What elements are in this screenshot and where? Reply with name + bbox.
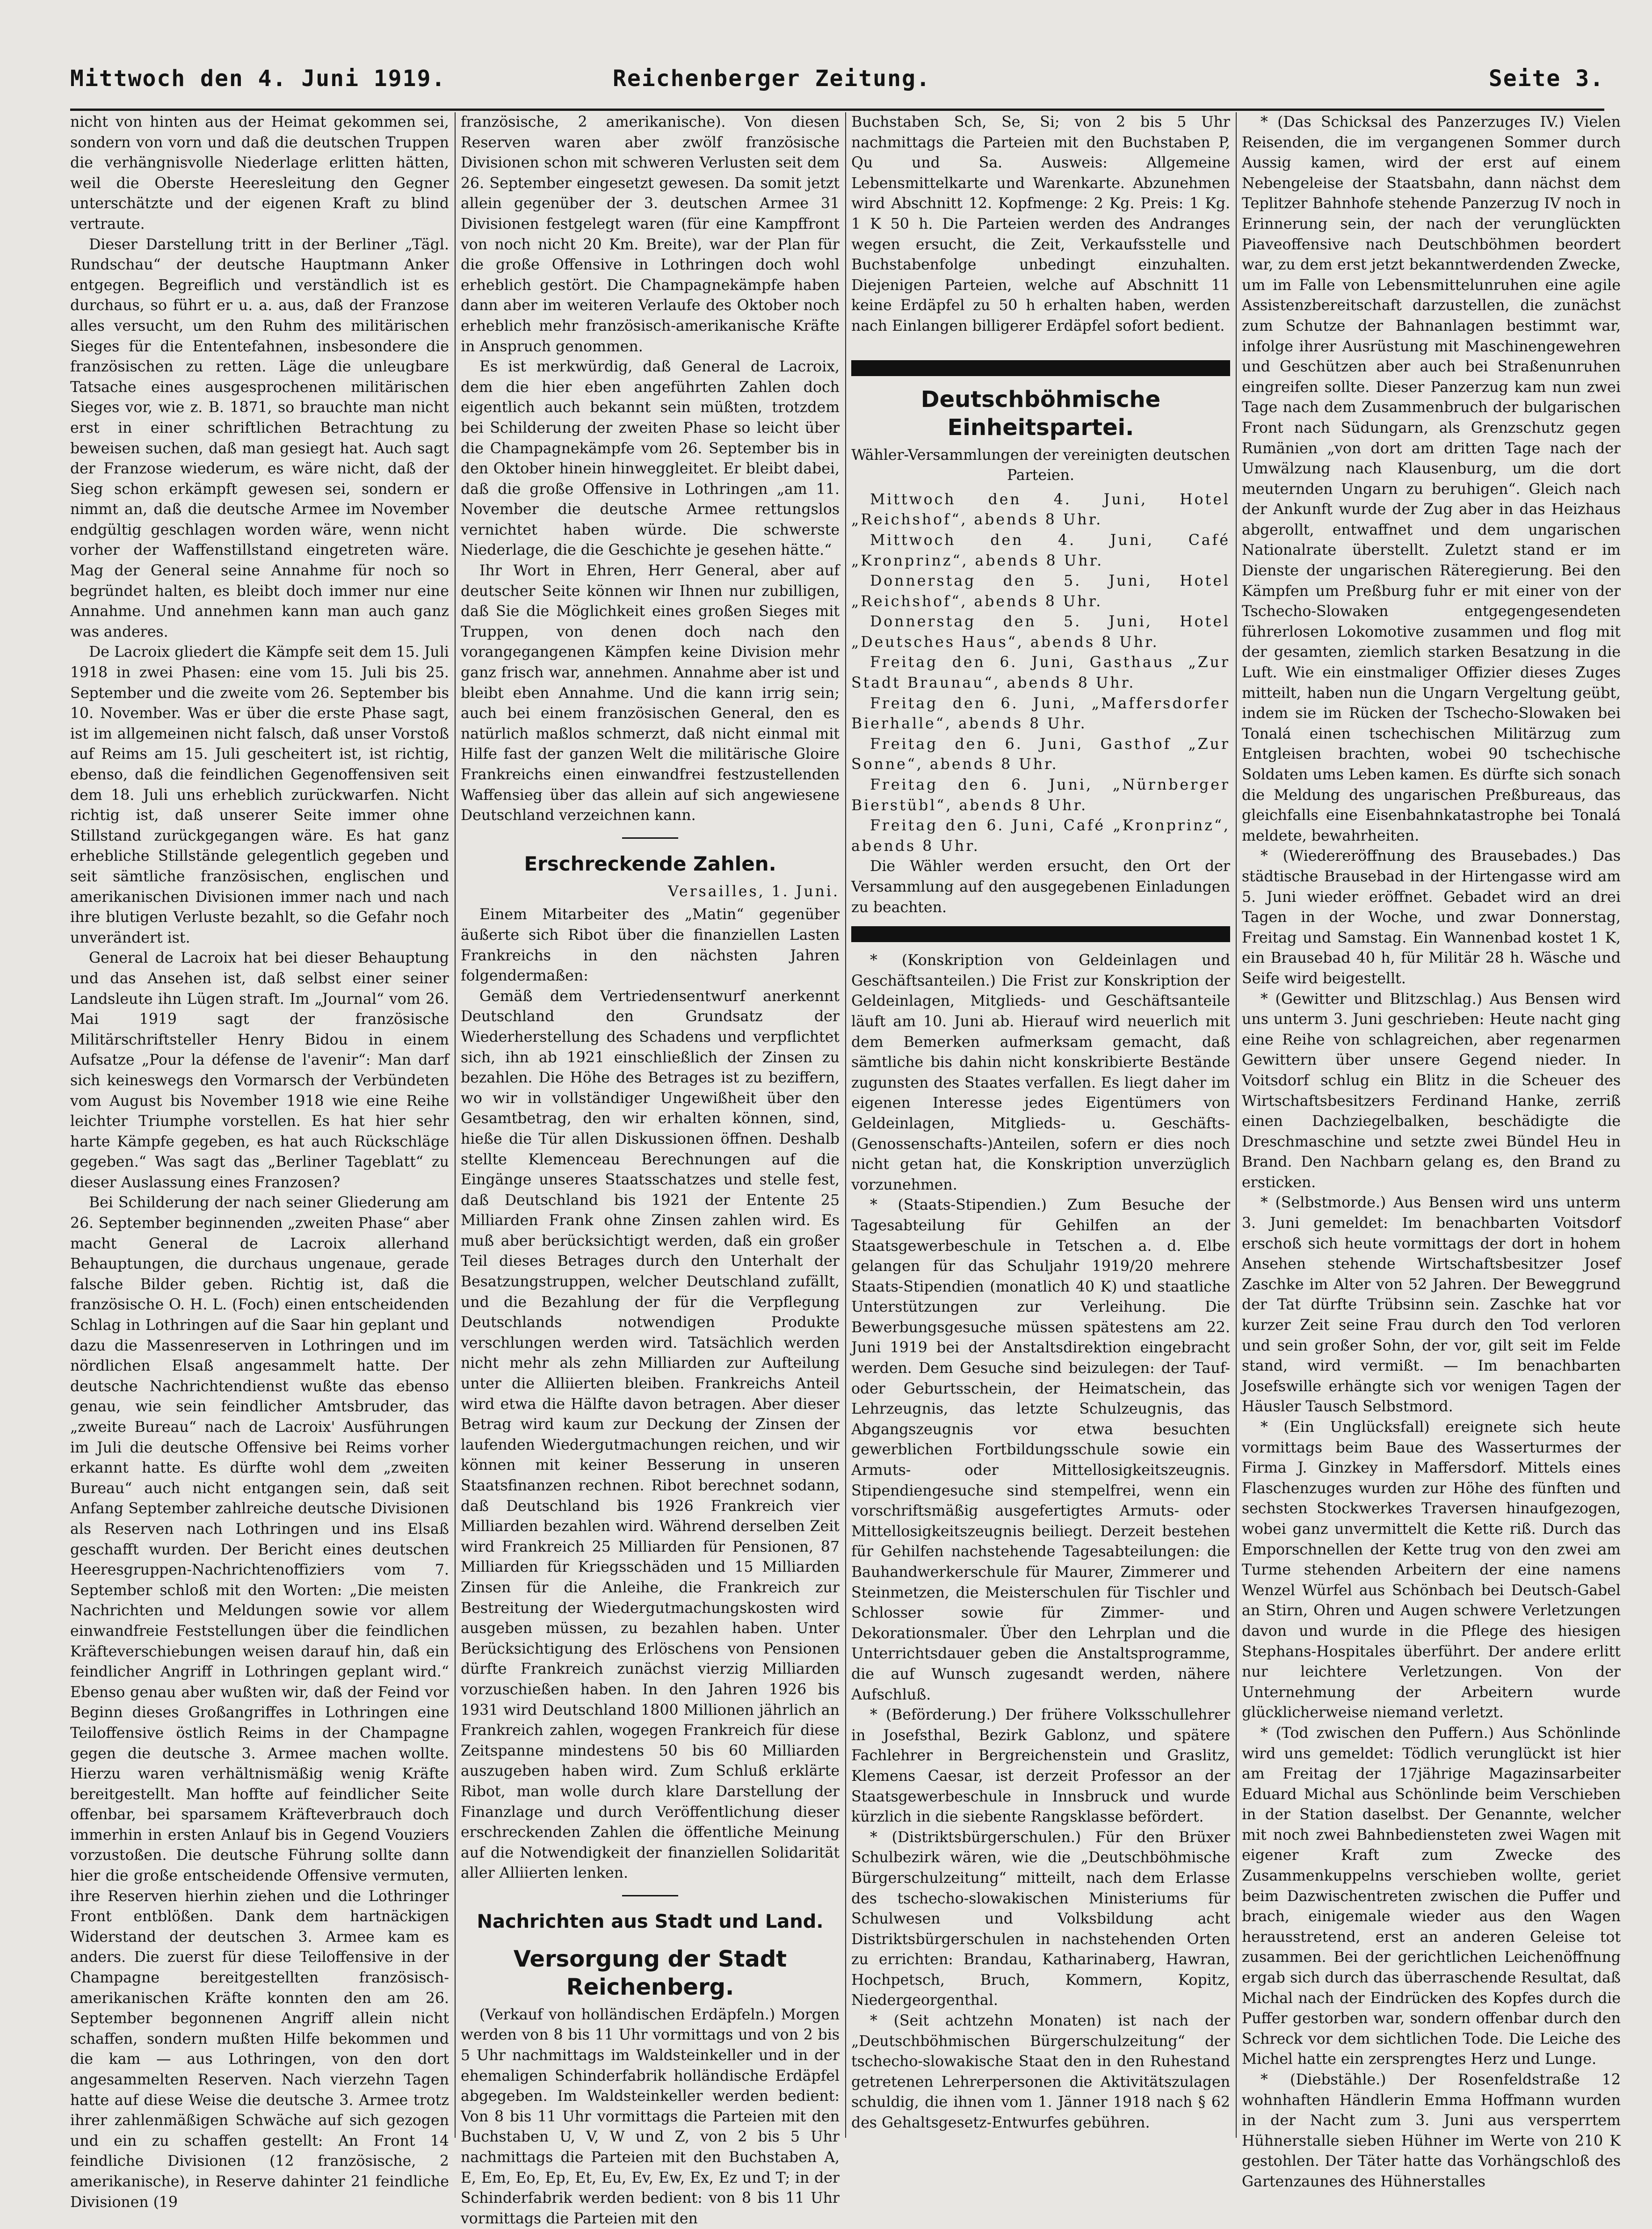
article-paragraph: französische, 2 amerikanische). Von diesen Reserven waren aber zwölf französische Divisionen schon mit schweren Verlusten seit dem 26. September eingesetzt gewesen. Da somit jetzt allein gegenüber der 3. deutschen Armee 31 Divisionen festgelegt waren (für eine Kampffront von noch nicht 20 Km. Breite), war der Plan für die große Offensive in Lothringen doch wohl erheblich gestört. Die Champagnekämpfe haben dann aber im weiteren Verlaufe des Oktober noch erheblich mehr französisch-amerikanische Kräfte in Anspruch genommen. [461, 114, 840, 355]
issue-date: Mittwoch den 4. Juni 1919. [70, 65, 446, 92]
news-item: * (Ein Unglücksfall) ereignete sich heute vormittags beim Baue des Wasserturmes der Firma J. Ginzkey in Maffersdorf. Mittels eines Flaschenzuges wurden zur Höhe des fünften und sechsten Stockwerkes Traversen hinaufgezogen, wobei ganz unvermittelt die Kette riß. Durch das Emporschnellen der Kette trug von den zwei am Turme stehenden Arbeitern der eine namens Wenzel Würfel aus Schönbach bei Deutsch-Gabel an Stirn, Ohren und Augen schwere Verletzungen davon und wurde in die Pflege des hiesigen Stephans-Hospitales überführt. Der andere erlitt nur leichtere Verletzungen. Von der Unternehmung der Arbeitern wurde glücklicherweise niemand verletzt. [1242, 1419, 1621, 1721]
column-1 [70, 112, 449, 2211]
article-paragraph: nicht von hinten aus der Heimat gekommen sei, sondern von vorn und daß die deutschen Truppen die verhängnisvolle Niederlage erlitten hätten, weil die Oberste Heeresleitung den Gegner unterschätzte und der eigenen Kraft zu blind vertraute. [70, 114, 449, 232]
article-paragraph: Bei Schilderung der nach seiner Gliederung am 26. September beginnenden „zweiten Phase“ aber macht General de Lacroix allerhand Behauptungen, die durchaus ungenaue, gerade falsche Bilder geben. Richtig ist, daß die französische O. H. L. (Foch) einen entscheidenden Schlag in Lothringen auf die Saar hin geplant und dazu die Massenreserven in Lothringen und im nördlichen Elsaß angesammelt hatte. Der deutsche Nachrichtendienst wußte das ebenso genau, wie sein feindlicher Amtsbruder, das „zweite Bureau“ nach de Lacroix' Ausführungen im Juli die deutsche Offensive bei Reims vorher erkannt hatte. Es dürfte wohl dem „zweiten Bureau“ auch nicht entgangen sein, daß seit Anfang September zahlreiche deutsche Divisionen als Reserven nach Lothringen und ins Elsaß geschafft wurden. Der Bericht eines deutschen Heeresgruppen-Nachrichtenoffiziers vom 7. September schloß mit den Worten: „Die meisten Nachrichten und Meldungen sowie vor allem einwandfreie Feststellungen über die feindlichen Kräfteverschiebungen weisen darauf hin, daß ein feindlicher Angriff in Lothringen geplant wird.“ Ebenso genau aber wußten wir, daß der Feind vor Beginn dieses Großangriffes in Lothringen eine Teiloffensive östlich Reims in der Champagne gegen die deutsche 3. Armee machen wollte. Hierzu waren verhältnismäßig wenig Kräfte bereitgestellt. Man hoffte auf feindlicher Seite offenbar, bei sparsamem Kräfteverbrauch doch immerhin in ersten Anlauf bis in Gegend Vouziers vorzustoßen. Die deutsche Führung sollte dann hier die große entscheidende Offensive vermuten, ihre Reserven hierhin ziehen und die Lothringer Front entblößen. Dank dem hartnäckigen Widerstand der deutschen 3. Armee kam es anders. Die zuerst für diese Teiloffensive in der Champagne bereitgestellten französisch-amerikanischen Kräfte konnten den am 26. September begonnenen Angriff allein nicht schaffen, sondern mußten Hilfe bekommen und die kam — aus Lothringen, von den dort angesammelten Reserven. Nach vierzehn Tagen hatte auf diese Weise die deutsche 3. Armee trotz ihrer zahlenmäßigen Schwäche auf sich gezogen und ein zu schaffen gestellt: An Front 14 feindliche Divisionen (12 französische, 2 amerikanische), in Reserve dahinter 21 feindliche Divisionen (19 [70, 1194, 449, 2211]
meeting-item: Mittwoch den 4. Juni, Café „Kronprinz“, abends 8 Uhr. [851, 531, 1230, 569]
meeting-item: Mittwoch den 4. Juni, Hotel „Reichshof“, abends 8 Uhr. [851, 491, 1230, 529]
meeting-item: Donnerstag den 5. Juni, Hotel „Deutsches Haus“, abends 8 Uhr. [851, 613, 1230, 651]
headline-einheitspartei: Deutschböhmische Einheitspartei. [920, 386, 1161, 441]
news-item: * (Tod zwischen den Puffern.) Aus Schönlinde wird uns gemeldet: Tödlich verunglückt ist hier am Freitag der 17jährige Magazinsarbeiter Eduard Michal aus Schönlinde beim Verschieben in der Station daselbst. Der Genannte, welcher mit noch zwei Bahnbediensteten zwei Wagen mit eigener Kraft zum Zwecke des Zusammenkuppelns verschieben wollte, geriet beim Dazwischentreten zwischen die Puffer und brach, einigemale wieder aus den Wagen herausstretend, erst an anderen Geleise tot zusammen. Bei der gerichtlichen Leichenöffnung ergab sich durch das überraschende Resultat, daß Michal nach der Eindrücken des Kopfes durch die Puffer gestorben war, sondern offenbar durch den Schreck vor dem sichtlichen Tode. Die Leiche des Michel hatte ein zersprengtes Herz und Lunge. [1242, 1724, 1621, 2068]
article-paragraph: Gemäß dem Vertriedensentwurf anerkennt Deutschland den Grundsatz der Wiederherstellung des Schadens und verpflichtet sich, ihn ab 1921 einschließlich der Zinsen zu bezahlen. Die Höhe des Betrages ist zu beziffern, wo wir in vollständiger Ungewißheit über den Gesamtbetrag, den wir erhalten können, sind, hieße die Tür allen Diskussionen öffnen. Deshalb stellte Klemenceau Berechnungen auf die Eingänge unseres Staatsschatzes und stelle fest, daß Deutschland bis 1921 der Entente 25 Milliarden Frank ohne Zinsen zahlen wird. Es muß aber berücksichtigt werden, daß ein großer Teil dieses Betrages durch den Unterhalt der Besatzungstruppen, welcher Deutschland zufällt, und die Bezahlung der für die Verpflegung Deutschlands notwendigen Produkte verschlungen werden wird. Tatsächlich werden nicht mehr als zehn Milliarden zur Aufteilung unter die Alliierten bleiben. Frankreichs Anteil wird etwa die Hälfte davon betragen. Aber dieser Betrag wird kaum zur Deckung der Zinsen der laufenden Wiedergutmachungen reichen, und wir können mit keiner Besserung in unseren Staatsfinanzen rechnen. Ribot berechnet sodann, daß Deutschland bis 1926 Frankreich vier Milliarden bezahlen wird. Während derselben Zeit wird Frankreich 25 Milliarden für Pensionen, 87 Milliarden für Kriegsschäden und 15 Milliarden Zinsen für die Anleihe, die Frankreich zur Bestreitung der Wiedergutmachungskosten wird ausgeben müssen, zu bezahlen haben. Unter Berücksichtigung des Erlöschens von Pensionen dürfte Frankreich zunächst vierzig Milliarden vorzuschießen haben. In den Jahren 1926 bis 1931 wird Deutschland 1800 Millionen jährlich an Frankreich zahlen, wogegen Frankreich für diese Zeitspanne mindestens 50 bis 60 Milliarden auszugeben haben wird. Zum Schluß erklärte Ribot, man wolle durch klare Darstellung der Finanzlage und durch Veröffentlichung dieser erschreckenden Zahlen die öffentliche Meinung auf die Notwendigkeit der finanziellen Solidarität aller Alliierten lenken. [461, 987, 840, 1882]
news-item: * (Seit achtzehn Monaten) ist nach der „Deutschböhmischen Bürgerschulzeitung“ der tschecho-slowakische Staat den in den Ruhestand getretenen Lehrerpersonen die Aktivitätszulagen schuldig, die ihnen vom 1. Jänner 1918 nach § 62 des Gehaltsgesetz-Entwurfes gebühren. [851, 2012, 1230, 2132]
meeting-item: Donnerstag den 5. Juni, Hotel „Reichshof“, abends 8 Uhr. [851, 573, 1230, 610]
column-rule [845, 112, 846, 2138]
article-paragraph: Es ist merkwürdig, daß General de Lacroix, dem die hier eben angeführten Zahlen doch eigentlich auch bekannt sein müßten, trotzdem bei Schilderung der zweiten Phase so leicht über die Champagnekämpfe vom 26. September bis in den Oktober hinein hinweggleitet. Er bleibt dabei, daß die große Offensive in Lothringen „am 11. November die deutsche Armee rettungslos vernichtet haben würde. Die schwerste Niederlage, die die Geschichte je gesehen hätte.“ [461, 358, 840, 559]
column-2 [461, 112, 840, 2227]
article-paragraph: Die Wähler werden ersucht, den Ort der Versammlung auf den ausgegebenen Einladungen zu beachten. [851, 858, 1230, 916]
page-number: Seite 3. [1488, 65, 1604, 92]
page-header [70, 65, 1604, 108]
news-item: * (Selbstmorde.) Aus Bensen wird uns unterm 3. Juni gemeldet: Im benachbarten Voitsdorf erschoß sich heute vormittags der dort in hohem Ansehen stehende Wirtschaftsbesitzer Josef Zaschke im Alter von 52 Jahren. Der Beweggrund der Tat dürfte Trübsinn sein. Zaschke hat vor kurzer Zeit seine Frau durch den Tod verloren und sein großer Sohn, der vor, gilt seit im Felde stand, wird vermißt. — Im benachbarten Josefswille erhängte sich vor wenigen Tagen der Häusler Tausch Selbstmord. [1242, 1194, 1621, 1416]
article-paragraph: De Lacroix gliedert die Kämpfe seit dem 15. Juli 1918 in zwei Phasen: eine vom 15. Juli bis 25. September und die zweite vom 26. September bis 10. November. Was er über die erste Phase sagt, ist im allgemeinen nicht falsch, daß unser Vorstoß auf Reims am 15. Juli gescheitert ist, ist richtig, ebenso, daß die feindlichen Gegenoffensiven seit dem 18. Juli uns erheblich zurückwarfen. Nicht richtig ist, daß unserer Seite immer ohne Stillstand zurückgegangen wäre. Es hat ganz erhebliche Stillstände gelegentlich gegeben und seit sämtliche französischen, englischen und amerikanischen Divisionen immer nach und nach ihre blutigen Verluste bezahlt, so die Gefahr noch unverändert ist. [70, 644, 449, 946]
dateline: Versailles, 1. Juni. [668, 883, 840, 900]
article-paragraph: Dieser Darstellung tritt in der Berliner „Tägl. Rundschau“ der deutsche Hauptmann Anker entgegen. Begreiflich und verständlich ist es durchaus, so führt er u. a. aus, daß der Franzose alles versucht, um den Ruhm des militärischen Sieges für die Ententefahnen, insbesondere die französischen zu retten. Läge die unleugbare Tatsache eines ausgesprochenen militärischen Sieges vor, wie z. B. 1871, so brauchte man nicht erst in einer schriftlichen Betrachtung zu beweisen suchen, daß man gesiegt hat. Auch sagt der Franzose wiederum, es wäre nicht, daß der Sieg schon erkämpft gewesen sei, sondern er nimmt an, daß die deutsche Armee im November endgültig geschlagen worden wäre, wenn nicht vorher der Waffenstillstand eingetreten wäre. Mag der General seine Annahme für noch so begründet halten, es bleibt doch immer nur eine Annahme. Und annehmen kann man auch ganz was anderes. [70, 236, 449, 640]
meeting-item: Freitag den 6. Juni, Gasthof „Zur Sonne“, abends 8 Uhr. [851, 735, 1230, 773]
news-item: * (Diebstähle.) Der Rosenfeldstraße 12 wohnhaften Händlerin Emma Hoffmann wurden in der Nacht zum 3. Juni aus versperrtem Hühnerstalle sieben Hühner im Werte von 210 K gestohlen. Der Täter hatte das Vorhängschloß des Gartenzaunes des Hühnerstalles [1242, 2071, 1621, 2190]
article-paragraph: Buchstaben Sch, Se, Si; von 2 bis 5 Uhr nachmittags die Parteien mit den Buchstaben P, Qu und Sa. Ausweis: Allgemeine Lebensmittelkarte und Warenkarte. Abzunehmen wird Abschnitt 12. Kopfmenge: 2 Kg. Preis: 1 Kg. 1 K 50 h. Die Parteien werden des Andranges wegen ersucht, die Zeit, Verkaufsstelle und Buchstabenfolge unbedingt einzuhalten. Diejenigen Parteien, welche auf Abschnitt 11 keine Erdäpfel zu 50 h erhalten haben, werden nach Einlangen billigerer Erdäpfel sofort bedient. [851, 114, 1230, 334]
meeting-item: Freitag den 6. Juni, Gasthaus „Zur Stadt Braunau“, abends 8 Uhr. [851, 654, 1230, 692]
subheading: Wähler-Versammlungen der vereinigten deutschen Parteien. [851, 446, 1230, 484]
newspaper-title: Reichenberger Zeitung. [613, 65, 931, 92]
column-3 [851, 112, 1230, 2138]
article-paragraph: Einem Mitarbeiter des „Matin“ gegenüber äußerte sich Ribot über die finanziellen Lasten Frankreichs in den nächsten Jahren folgendermaßen: [461, 906, 840, 985]
column-4 [1242, 112, 1621, 2190]
headline-zahlen: Erschreckende Zahlen. [524, 852, 776, 875]
black-rule [851, 926, 1230, 942]
meeting-item: Freitag den 6. Juni, „Maffersdorfer Bierhalle“, abends 8 Uhr. [851, 695, 1230, 733]
header-rule [70, 109, 1604, 111]
news-item: * (Konskription von Geldeinlagen und Geschäftsanteilen.) Die Frist zur Konskription der Geldeinlagen, Mitglieds- und Geschäftsanteile läuft am 10. Juni ab. Hierauf wird neuerlich mit dem Bemerken aufmerksam gemacht, daß sämtliche bis dahin nicht konskribierte Bestände zugunsten des Staates verfallen. Es liegt daher im eigenen Interesse jedes Eigentümers von Geldeinlagen, Mitglieds- u. Geschäfts-(Genossenschafts-)Anteilen, sofern er dies noch nicht getan hat, die Konskription unverzüglich vorzunehmen. [851, 952, 1230, 1193]
article-paragraph: Ihr Wort in Ehren, Herr General, aber auf deutscher Seite können wir Ihnen nur zubilligen, daß Sie die Möglichkeit eines großen Sieges mit Truppen, von denen doch nach den vorangegangenen Kämpfen keine Division mehr ganz frisch war, annehmen. Annahme aber ist und bleibt eben Annahme. Und die kann irrig sein; auch bei einem französischen General, den es natürlich maßlos schmerzt, daß nicht einmal mit Hilfe fast der ganzen Welt die militärische Gloire Frankreichs einen einwandfrei festzustellenden Waffensieg über das allein auf sich angewiesene Deutschland verzeichnen kann. [461, 562, 840, 824]
black-rule [851, 360, 1230, 376]
news-item: * (Gewitter und Blitzschlag.) Aus Bensen wird uns unterm 3. Juni geschrieben: Heute nacht ging eine Reihe von schlagreichen, aber regenarmen Gewittern über unsere Gegend nieder. In Voitsdorf schlug ein Blitz in die Scheuer des Wirtschaftsbesitzers Ferdinand Hanke, zerriß einen Dachziegelbalken, beschädigte die Dreschmaschine und setzte zwei Bündel Heu in Brand. Den Nachbarn gelang es, den Brand zu ersticken. [1242, 990, 1621, 1191]
section-heading-nachrichten: Nachrichten aus Stadt und Land. [477, 1910, 824, 1932]
news-item: * (Wiedereröffnung des Brausebades.) Das städtische Brausebad in der Hirtengasse wird am 5. Juni wieder eröffnet. Gebadet wird an drei Tagen in der Woche, und zwar Donnerstag, Freitag und Samstag. Ein Wannenbad kostet 1 K, ein Brausebad 40 h, für Militär 28 h. Wäsche und Seife wird beigestellt. [1242, 848, 1621, 987]
section-divider [622, 1895, 678, 1896]
news-item: * (Beförderung.) Der frühere Volksschullehrer in Josefsthal, Bezirk Gablonz, und spätere Fachlehrer in Bergreichenstein und Graslitz, Klemens Caesar, ist derzeit Professor an der Staatsgewerbeschule in Innsbruck und wurde kürzlich in die siebente Rangsklasse befördert. [851, 1706, 1230, 1826]
meeting-item: Freitag den 6. Juni, „Nürnberger Bierstübl“, abends 8 Uhr. [851, 777, 1230, 814]
article-paragraph: (Verkauf von holländischen Erdäpfeln.) Morgen werden von 8 bis 11 Uhr vormittags und von 2 bis 5 Uhr nachmittags im Waldsteinkeller und in der ehemaligen Schinderfabrik holländische Erdäpfel abgegeben. Im Waldsteinkeller werden bedient: Von 8 bis 11 Uhr vormittags die Parteien mit den Buchstaben U, V, W und Z, von 2 bis 5 Uhr nachmittags die Parteien mit den Buchstaben A, E, Em, Eo, Ep, Et, Eu, Ev, Ew, Ex, Ez und T; in der Schinderfabrik werden bedient: von 8 bis 11 Uhr vormittags die Parteien mit den [461, 2006, 840, 2227]
article-paragraph: General de Lacroix hat bei dieser Behauptung und das Ansehen ist, daß selbst einer seiner Landsleute ihn Lügen straft. Im „Journal“ vom 26. Mai 1919 sagt der französische Militärschriftsteller Henry Bidou in einem Aufsatze „Pour la défense de l'avenir“: Man darf sich keineswegs den Vormarsch der Verbündeten vom August bis November 1918 wie eine Reihe leichter Triumphe vorstellen. Es hat hier sehr harte Kämpfe gegeben, es hat auch Rückschläge gegeben.“ Was sagt das „Berliner Tageblatt“ zu dieser Auslassung eines Franzosen? [70, 950, 449, 1191]
news-item: * (Staats-Stipendien.) Zum Besuche der Tagesabteilung für Gehilfen an der Staatsgewerbeschule in Tetschen a. d. Elbe gelangen für das Schuljahr 1919/20 mehrere Staats-Stipendien (monatlich 40 K) und staatliche Unterstützungen zur Verleihung. Die Bewerbungsgesuche müssen spätestens am 22. Juni 1919 bei der Anstaltsdirektion eingebracht werden. Dem Gesuche sind beizulegen: der Tauf- oder Geburtsschein, der Heimatschein, das Lehrzeugnis, das letzte Schulzeugnis, das Abgangszeugnis vor etwa besuchten gewerblichen Fortbildungsschule sowie ein Armuts- oder Mittellosigkeitszeugnis. Stipendiengesuche sind stempelfrei, wenn ein vorschriftsmäßig ausgefertigtes Armuts- oder Mittellosigkeitszeugnis beiliegt. Derzeit bestehen für Gehilfen nachstehende Tagesabteilungen: die Bauhandwerkerschule für Maurer, Zimmerer und Steinmetzen, die Meisterschulen für Tischler und Schlosser sowie für Zimmer- und Dekorationsmaler. Über den Lehrplan und die Unterrichtsdauer geben die Anstaltsprogramme, die auf Wunsch zugesandt werden, nähere Aufschluß. [851, 1197, 1230, 1703]
column-rule [455, 112, 456, 2138]
news-item: * (Distriktsbürgerschulen.) Für den Brüxer Schulbezirk wären, wie die „Deutschböhmische Bürgerschulzeitung“ mitteilt, nach dem Erlasse des tschecho-slowakischen Ministeriums für Schulwesen und Volksbildung acht Distriktsbürgerschulen in nachstehenden Orten zu errichten: Brandau, Katharinaberg, Hawran, Hochpetsch, Bruch, Kommern, Kopitz, Niedergeorgenthal. [851, 1829, 1230, 2009]
headline-versorgung: Versorgung der Stadt Reichenberg. [513, 1946, 787, 2000]
news-item: * (Das Schicksal des Panzerzuges IV.) Vielen Reisenden, die im vergangenen Sommer durch Aussig kamen, wird der erst auf einem Nebengeleise der Staatsbahn, dann nächst dem Teplitzer Bahnhofe stehende Panzerzug IV noch in Erinnerung sein, der nach der verunglückten Piaveoffensive nach Deutschböhmen beordert war, zu dem erst jetzt bekanntwerdenden Zwecke, um im Falle von Lebensmittelunruhen eine agile Assistenzbereitschaft darzustellen, die zunächst zum Schutze der Bahnanlagen bestimmt war, infolge ihrer Ausrüstung mit Maschinengewehren und Geschützen aber auch bei Straßenunruhen eingreifen sollte. Dieser Panzerzug kam nun zwei Tage nach dem Zusammenbruch der bulgarischen Front nach Südungarn, als Grenzschutz gegen Rumänien „von dort am dritten Tage nach der Umwälzung nach Klausenburg, um die dort meuternden Ungarn zu beruhigen“. Gleich nach der Ankunft wurde der Zug aber in das Heizhaus abgerollt, entwaffnet und dem ungarischen Nationalrate überstellt. Zuletzt stand er im Dienste der ungarischen Räteregierung. Bei den Kämpfen um Preßburg fuhr er mit einer von der Tschecho-Slowaken entgegengesendeten führerlosen Lokomotive zusammen und flog mit der gesamten, ziemlich starken Besatzung in die Luft. Wie ein einstmaliger Offizier dieses Zuges mitteilt, haben nun die Ungarn Vergeltung geübt, indem sie im Rücken der Tschecho-Slowaken bei Tonalá einen tschechischen Militärzug zum Entgleisen brachten, wobei 90 tschechische Soldaten ums Leben kamen. Es dürfte sich sonach die Meldung des ungarischen Preßbureaus, das gleichfalls eine Eisenbahnkatastrophe bei Tonalá meldete, bewahrheiten. [1242, 114, 1621, 844]
meeting-item: Freitag den 6. Juni, Café „Kronprinz“, abends 8 Uhr. [851, 817, 1230, 855]
column-rule [1236, 112, 1237, 2138]
section-divider [622, 837, 678, 839]
